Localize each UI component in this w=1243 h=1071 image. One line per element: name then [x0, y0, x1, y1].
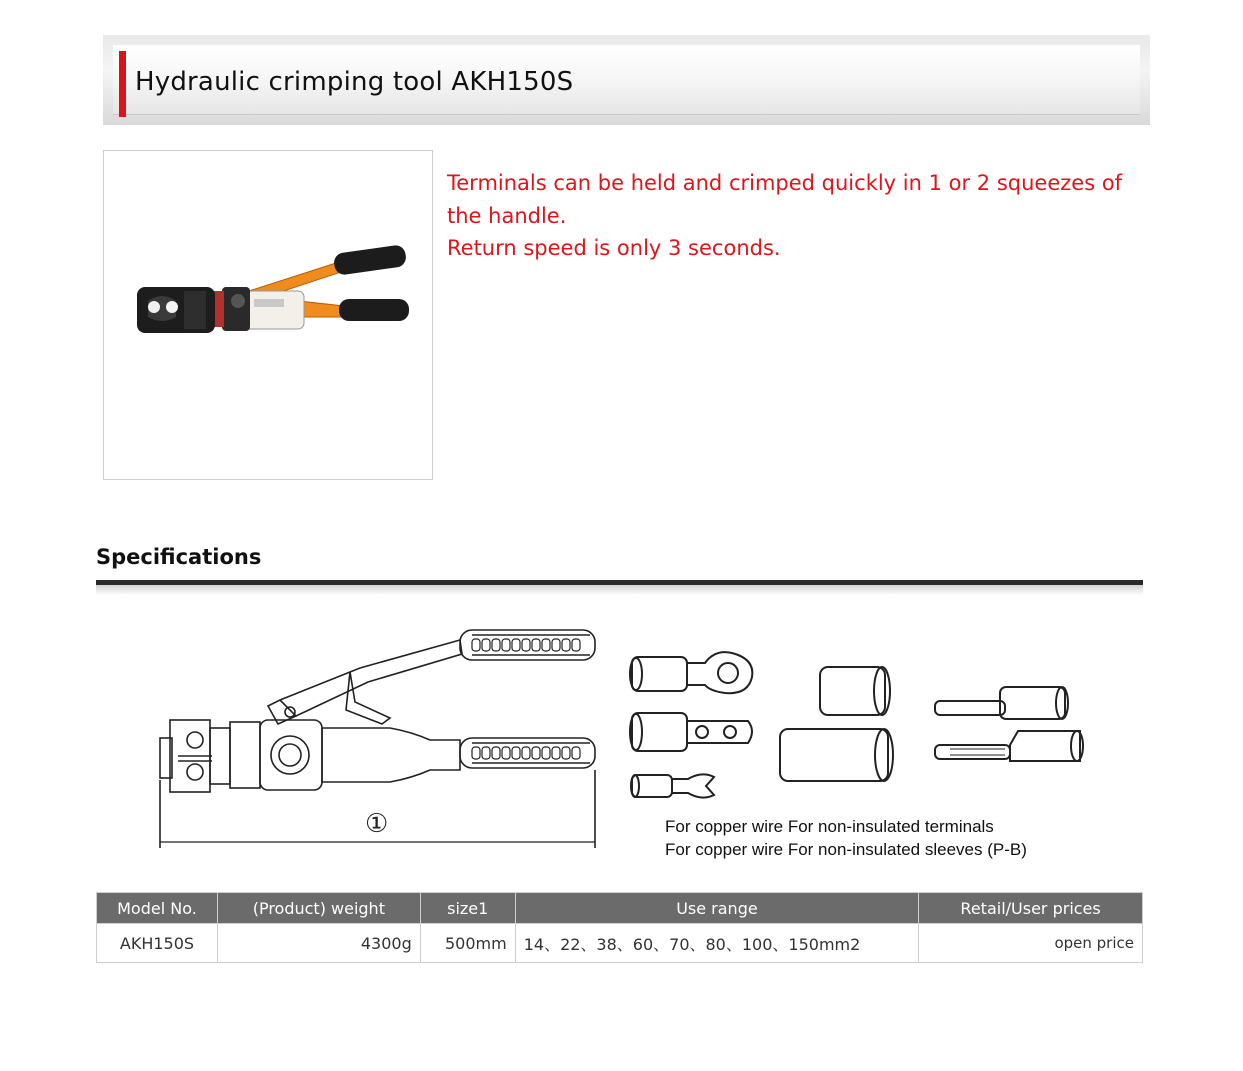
price-cell: open price [919, 924, 1143, 963]
product-description [447, 167, 1147, 265]
table-header-row [97, 893, 1143, 924]
weight-cell: 4300g [217, 924, 420, 963]
use-range-cell: 14、22、38、60、70、80、100、150mm2 [515, 924, 918, 963]
hydraulic-crimping-tool-icon [104, 151, 434, 481]
column-header: Model No. [97, 893, 218, 924]
size-cell: 500mm [420, 924, 515, 963]
divider-shadow [96, 585, 1143, 595]
caption-line: For copper wire For non-insulated terminals [665, 817, 994, 836]
specifications-heading: Specifications [96, 545, 262, 569]
terminals-caption [665, 815, 1027, 861]
column-header: Use range [515, 893, 918, 924]
description-line: Return speed is only 3 seconds. [447, 236, 781, 260]
title-accent-bar [119, 51, 126, 117]
column-header: (Product) weight [217, 893, 420, 924]
page-title: Hydraulic crimping tool AKH150S [135, 67, 574, 97]
title-panel [113, 45, 1140, 115]
caption-line: For copper wire For non-insulated sleeves (P-B) [665, 840, 1027, 859]
product-photo [103, 150, 433, 480]
model-cell: AKH150S [97, 924, 218, 963]
title-banner [103, 35, 1150, 125]
table-row [97, 924, 1143, 963]
column-header: Retail/User prices [919, 893, 1143, 924]
tool-dimension-diagram [150, 620, 605, 860]
column-header: size1 [420, 893, 515, 924]
terminals-and-sleeves-diagram [620, 645, 1090, 810]
description-line: Terminals can be held and crimped quickly in 1 or 2 squeezes of the handle. [447, 171, 1123, 228]
specifications-table [96, 892, 1143, 963]
dimension-label: ① [365, 809, 389, 839]
